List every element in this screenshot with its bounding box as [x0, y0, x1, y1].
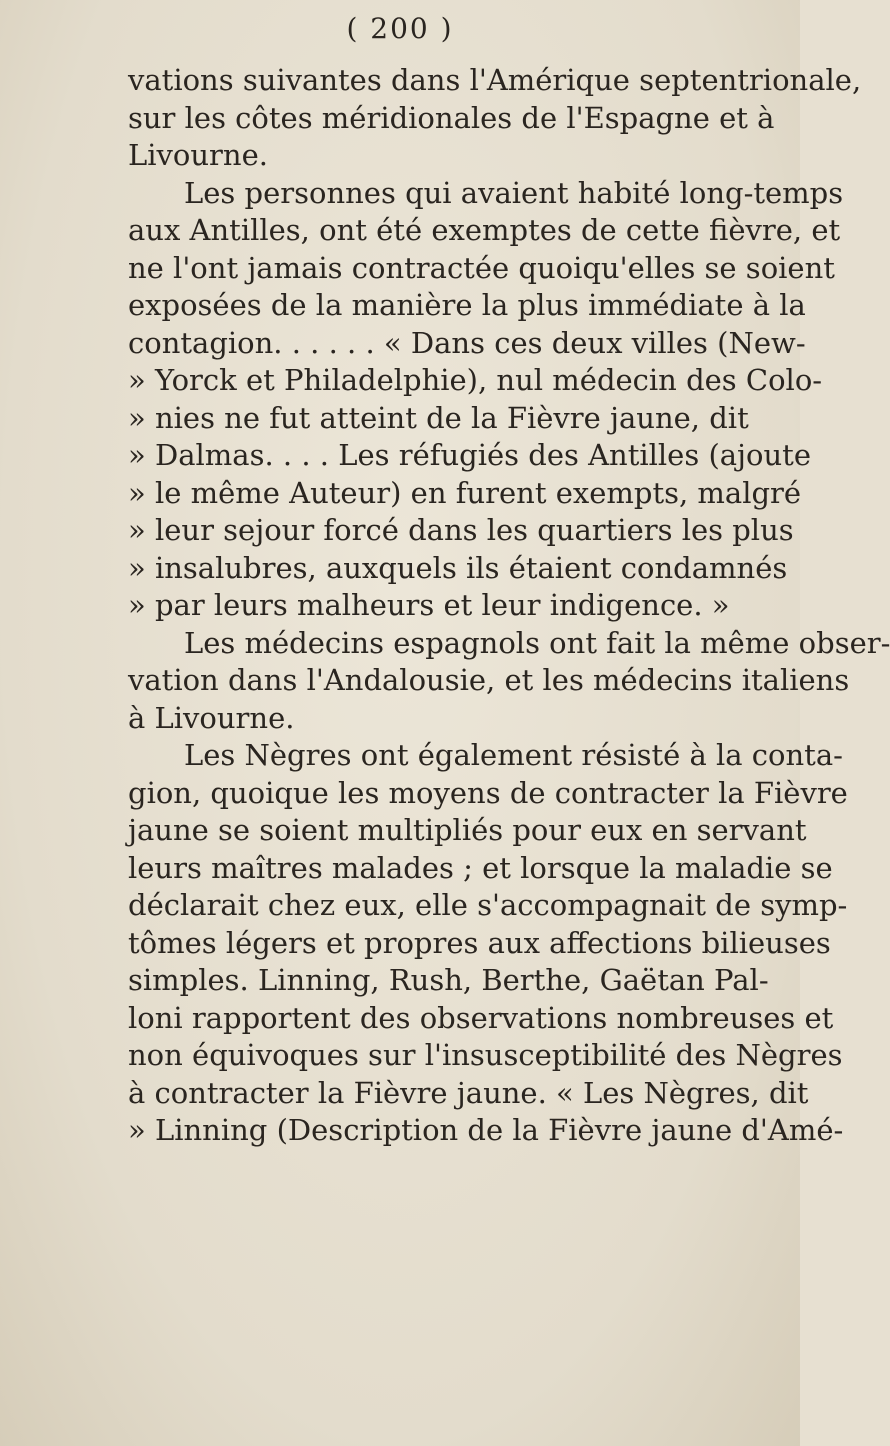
text-line: sur les côtes méridionales de l'Espagne et à: [128, 100, 775, 135]
text-line: » Linning (Description de la Fièvre jaune d'Amé-: [128, 1113, 844, 1147]
text-line: leurs maîtres malades ; et lorsque la maladie se: [128, 850, 833, 885]
text-line: déclarait chez eux, elle s'accompagnait de symp-: [128, 888, 848, 922]
text-line: à contracter la Fièvre jaune. « Les Nègres, dit: [128, 1075, 809, 1110]
text-line: tômes légers et propres aux affections bilieuses: [128, 925, 831, 960]
body-text: [128, 62, 890, 1150]
text-line: Les Nègres ont également résisté à la conta-: [184, 738, 843, 772]
text-line: contagion. . . . . . « Dans ces deux villes (New-: [128, 325, 806, 360]
text-line: Livourne.: [128, 138, 268, 172]
text-line: » Dalmas. . . . Les réfugiés des Antilles (ajoute: [128, 438, 811, 472]
text-line: » leur sejour forcé dans les quartiers les plus: [128, 513, 794, 547]
text-line: Les personnes qui avaient habité long-temps: [184, 175, 844, 210]
text-line: simples. Linning, Rush, Berthe, Gaëtan Pal-: [128, 963, 769, 997]
page-number: ( 200 ): [346, 12, 454, 45]
text-line: gion, quoique les moyens de contracter la Fièvre: [128, 775, 848, 810]
text-line: » nies ne fut atteint de la Fièvre jaune, dit: [128, 400, 749, 435]
text-line: exposées de la manière la plus immédiate à la: [128, 288, 806, 322]
text-line: non équivoques sur l'insusceptibilité des Nègres: [128, 1038, 843, 1072]
text-line: vation dans l'Andalousie, et les médecins italiens: [128, 663, 850, 697]
text-line: Les médecins espagnols ont fait la même obser-: [184, 625, 890, 660]
text-line: à Livourne.: [128, 700, 295, 735]
text-line: vations suivantes dans l'Amérique septentrionale,: [128, 63, 862, 97]
text-line: » par leurs malheurs et leur indigence. »: [128, 588, 730, 622]
text-line: loni rapportent des observations nombreuses et: [128, 1000, 834, 1035]
text-line: jaune se soient multipliés pour eux en servant: [128, 813, 807, 847]
text-line: » Yorck et Philadelphie), nul médecin des Colo-: [128, 363, 823, 397]
text-line: ne l'ont jamais contractée quoiqu'elles se soient: [128, 250, 835, 285]
text-line: » insalubres, auxquels ils étaient condamnés: [128, 550, 788, 585]
text-line: » le même Auteur) en furent exempts, malgré: [128, 475, 802, 510]
text-line: aux Antilles, ont été exemptes de cette fièvre, et: [128, 213, 841, 247]
